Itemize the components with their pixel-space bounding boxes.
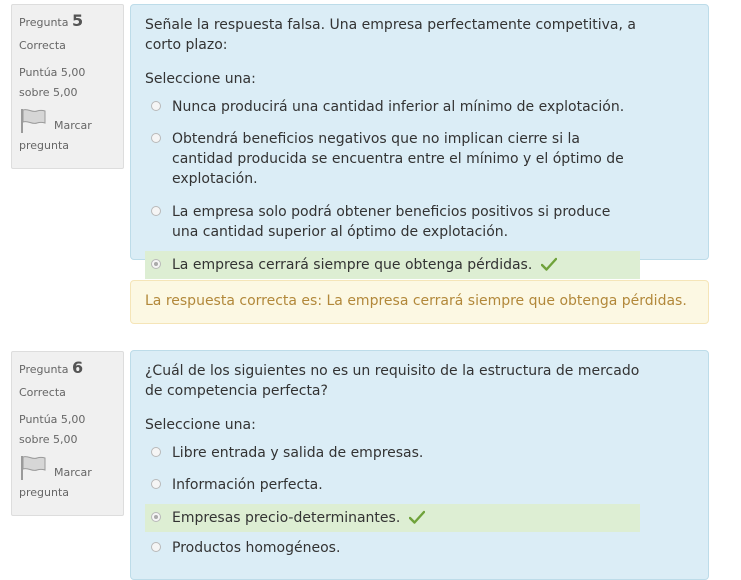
question-label: Pregunta	[19, 16, 69, 29]
question-content-5	[130, 4, 709, 273]
question-grade: Puntúa 5,00 sobre 5,00	[19, 413, 86, 446]
radio-button[interactable]	[151, 101, 161, 111]
radio-button[interactable]	[151, 542, 161, 552]
answer-option[interactable]	[145, 534, 640, 562]
flag-icon	[19, 455, 47, 481]
answer-option-label: Empresas precio-determinantes.	[172, 510, 401, 526]
question-info-5	[11, 4, 124, 169]
radio-button[interactable]	[151, 133, 161, 143]
radio-button-selected[interactable]	[151, 512, 161, 522]
question-text: Señale la respuesta falsa. Una empresa perfectamente competitiva, a corto plazo:	[145, 17, 636, 53]
answer-option-label: Información perfecta.	[172, 477, 323, 493]
feedback-text: La respuesta correcta es: La empresa cerrará siempre que obtenga pérdidas.	[145, 293, 687, 309]
answer-option[interactable]	[145, 198, 640, 246]
answer-prompt: Seleccione una:	[145, 417, 256, 433]
answer-prompt: Seleccione una:	[145, 71, 256, 87]
question-state: Correcta	[19, 386, 66, 399]
checkmark-icon	[541, 257, 557, 271]
question-info-6	[11, 351, 124, 516]
answer-option-label: Obtendrá beneficios negativos que no implican cierre si la cantidad producida se encuentra entre el mínimo y el óptimo de explotación.	[172, 131, 624, 187]
radio-button[interactable]	[151, 479, 161, 489]
flag-label-2: pregunta	[19, 486, 70, 499]
answer-option-label: Libre entrada y salida de empresas.	[172, 445, 424, 461]
radio-button[interactable]	[151, 447, 161, 457]
flag-label-2: pregunta	[19, 139, 70, 152]
question-number	[19, 358, 116, 380]
question-text: ¿Cuál de los siguientes no es un requisito de la estructura de mercado de competencia perfecta?	[145, 363, 640, 399]
flag-label: Marcar	[54, 119, 92, 132]
answer-option[interactable]	[145, 125, 640, 193]
flag-label: Marcar	[54, 466, 92, 479]
answer-option[interactable]	[145, 93, 640, 121]
question-number-value: 6	[71, 358, 84, 377]
question-number	[19, 11, 116, 33]
question-state: Correcta	[19, 39, 66, 52]
answer-option-correct[interactable]	[145, 504, 640, 532]
answer-option-label: La empresa solo podrá obtener beneficios positivos si produce una cantidad superior al óptimo de explotación.	[172, 204, 611, 240]
radio-button-selected[interactable]	[151, 259, 161, 269]
question-grade: Puntúa 5,00 sobre 5,00	[19, 66, 86, 99]
question-content-6	[130, 350, 709, 580]
flag-icon	[19, 108, 47, 134]
answer-option-label: Productos homogéneos.	[172, 540, 341, 556]
answer-option-label: Nunca producirá una cantidad inferior al mínimo de explotación.	[172, 99, 625, 115]
answer-option-label: La empresa cerrará siempre que obtenga pérdidas.	[172, 257, 533, 273]
answer-option[interactable]	[145, 439, 640, 467]
flag-question-button[interactable]	[19, 455, 116, 503]
radio-button[interactable]	[151, 206, 161, 216]
answer-option[interactable]	[145, 471, 640, 499]
flag-question-button[interactable]	[19, 108, 116, 156]
checkmark-icon	[409, 510, 425, 524]
question-number-value: 5	[71, 11, 84, 30]
question-label: Pregunta	[19, 363, 69, 376]
correct-answer-feedback	[130, 280, 709, 324]
answer-option-correct[interactable]	[145, 251, 640, 279]
